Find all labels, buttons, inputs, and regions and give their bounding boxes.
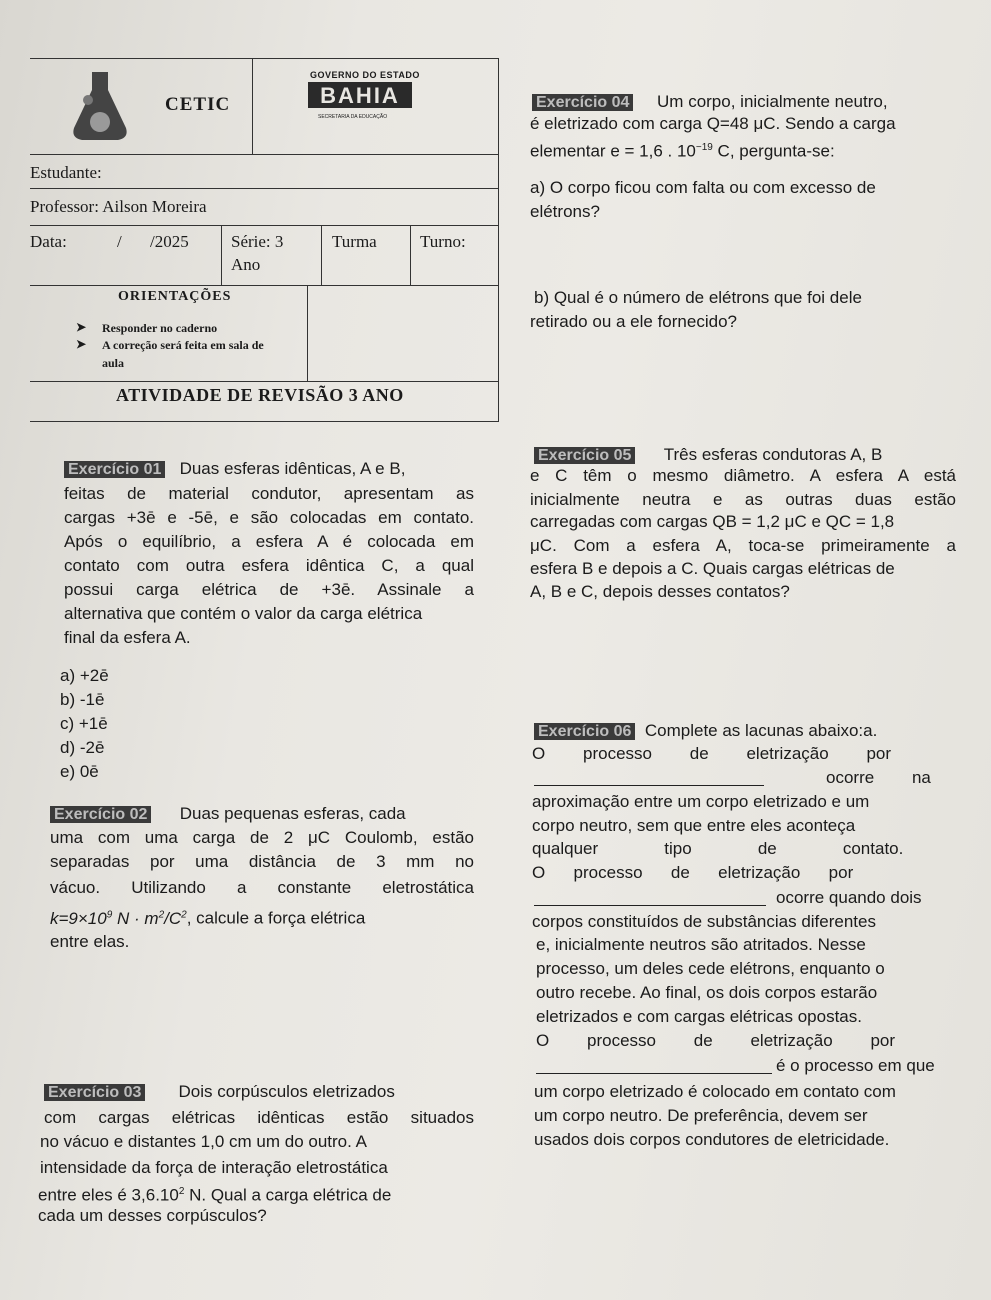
- ex02-line: uma com uma carga de 2 μC Coulomb, estão: [50, 828, 474, 847]
- ex03-line: [44, 1080, 395, 1105]
- ex06-line: O processo de eletrização por: [532, 744, 892, 763]
- ex01-line: feitas de material condutor, apresentam as: [64, 484, 474, 503]
- ex04-text: Um corpo, inicialmente neutro,: [657, 92, 888, 111]
- ex01-line: cargas +3ē e -5ē, e são colocadas em contato.: [64, 508, 474, 527]
- ex04-line3-exp: −19: [695, 142, 713, 153]
- ex01-option: c) +1ē: [60, 714, 108, 733]
- ex05-line: esfera B e depois a C. Quais cargas elétricas de: [530, 559, 895, 578]
- ex06-line: eletrizados e com cargas elétricas opostas.: [536, 1007, 862, 1026]
- ex01-line: Após o equilíbrio, a esfera A é colocada em: [64, 532, 474, 551]
- divider: [30, 381, 498, 382]
- ex06-line: processo, um deles cede elétrons, enquanto o: [536, 959, 885, 978]
- ex01-line: final da esfera A.: [64, 628, 191, 647]
- ex01-line: possui carga elétrica de +3ē. Assinale a: [64, 580, 474, 599]
- ex01-option: e) 0ē: [60, 762, 99, 781]
- ex03-tag: Exercício 03: [44, 1084, 145, 1101]
- ex01-text: Duas esferas idênticas, A e B,: [179, 459, 406, 478]
- ex03-line: no vácuo e distantes 1,0 cm um do outro. A: [40, 1132, 367, 1151]
- ex06-line: O processo de eletrização por: [536, 1031, 896, 1050]
- ex06-intro: Complete as lacunas abaixo:a.: [644, 721, 878, 740]
- ex02-formula-end-exp: 2: [181, 909, 187, 920]
- blank-line: [534, 905, 766, 906]
- orientacao-item: A correção será feita em sala de: [102, 338, 264, 352]
- ex05-line: inicialmente neutra e as outras duas estão: [530, 490, 956, 509]
- ex03-line5-exp: 2: [178, 1186, 185, 1197]
- ex04-qa: elétrons?: [530, 202, 600, 221]
- blank-line: [536, 1073, 772, 1074]
- activity-title: ATIVIDADE DE REVISÃO 3 ANO: [116, 385, 404, 405]
- ex02-line: entre elas.: [50, 932, 130, 951]
- ex01-option: a) +2ē: [60, 666, 109, 685]
- ex05-line: A, B e C, depois desses contatos?: [530, 582, 790, 601]
- student-label: Estudante:: [30, 163, 102, 182]
- ex06-line: corpos constituídos de substâncias diferentes: [532, 912, 876, 931]
- ex06-line: corpo neutro, sem que entre eles aconteça: [532, 816, 856, 835]
- ex03-line: cada um desses corpúsculos?: [38, 1206, 267, 1225]
- serie-ano: Ano: [231, 255, 261, 274]
- ex02-line: separadas por uma distância de 3 mm no: [50, 852, 474, 871]
- ex06-line: outro recebe. Ao final, os dois corpos estarão: [536, 983, 878, 1002]
- ex01-line: alternativa que contém o valor da carga elétrica: [64, 604, 423, 623]
- ex01-line: [64, 457, 405, 482]
- ex01-option: b) -1ē: [60, 690, 105, 709]
- divider: [410, 225, 411, 285]
- ex03-line5-a: entre eles é 3,6.10: [38, 1185, 179, 1205]
- ex02-after-formula: , calcule a força elétrica: [186, 908, 366, 928]
- ex04-tag: Exercício 04: [532, 94, 633, 111]
- serie-label: Série: 3: [231, 232, 284, 251]
- school-name: CETIC: [165, 94, 231, 115]
- ex03-line5-b: N. Qual a carga elétrica de: [184, 1185, 392, 1205]
- ex06-line: usados dois corpos condutores de eletricidade.: [534, 1130, 890, 1149]
- ex02-formula-unit: N · m: [112, 908, 159, 928]
- divider: [30, 154, 498, 155]
- ex06-line: ocorre na: [826, 768, 931, 787]
- ex06-line: é o processo em que: [776, 1056, 935, 1075]
- ex02-text: Duas pequenas esferas, cada: [179, 804, 406, 823]
- bullet-icon: ➤: [76, 337, 87, 351]
- divider: [221, 225, 222, 285]
- ex04-line: é eletrizado com carga Q=48 μC. Sendo a carga: [530, 114, 896, 133]
- ex02-formula-exp: 9: [106, 909, 113, 920]
- ex03-line: com cargas elétricas idênticas estão situados: [44, 1108, 474, 1127]
- ex04-line3-b: C, pergunta-se:: [712, 141, 835, 161]
- ex04-line3: [530, 136, 835, 164]
- ex01-option: d) -2ē: [60, 738, 105, 757]
- ex06-line: um corpo eletrizado é colocado em contato com: [534, 1082, 896, 1101]
- date-slash: /: [117, 232, 122, 251]
- ex06-line: e, inicialmente neutros são atritados. Nesse: [536, 935, 866, 954]
- ex04-qa: a) O corpo ficou com falta ou com excesso de: [530, 178, 876, 197]
- ex01-tag: Exercício 01: [64, 461, 165, 478]
- gov-title: GOVERNO DO ESTADO: [310, 70, 420, 80]
- ex06-line: ocorre quando dois: [776, 888, 922, 907]
- ex05-text: Três esferas condutoras A, B: [663, 445, 883, 464]
- ex05-tag: Exercício 05: [534, 447, 635, 464]
- ex02-formula-unit-exp: 2: [158, 909, 165, 920]
- divider: [30, 225, 498, 226]
- ex02-tag: Exercício 02: [50, 806, 151, 823]
- teacher: Professor: Ailson Moreira: [30, 197, 207, 216]
- ex05-line: μC. Com a esfera A, toca-se primeiramente a: [530, 536, 956, 555]
- turno-label: Turno:: [420, 232, 466, 251]
- divider: [321, 225, 322, 285]
- ex02-line: [50, 802, 406, 827]
- divider: [30, 188, 498, 189]
- svg-text:BAHIA: BAHIA: [320, 83, 400, 108]
- divider: [252, 58, 253, 154]
- ex06-line: um corpo neutro. De preferência, devem ser: [534, 1106, 868, 1125]
- ex06-line: O processo de eletrização por: [532, 863, 854, 882]
- orientacoes-title: ORIENTAÇÕES: [118, 289, 232, 304]
- bullet-icon: ➤: [76, 320, 87, 334]
- date-label: Data:: [30, 232, 67, 251]
- secretaria: SECRETARIA DA EDUCAÇÃO: [318, 114, 388, 120]
- ex02-formula-line: [50, 903, 365, 931]
- blank-line: [534, 785, 764, 786]
- orientacao-item: Responder no caderno: [102, 321, 218, 335]
- flask-logo-icon: [60, 66, 140, 146]
- turma-label: Turma: [332, 232, 377, 251]
- ex04-qb: retirado ou a ele fornecido?: [530, 312, 737, 331]
- ex06-line: aproximação entre um corpo eletrizado e um: [532, 792, 870, 811]
- ex06-line: qualquer tipo de contato.: [532, 839, 904, 858]
- ex02-formula-end: /C: [164, 908, 182, 928]
- ex04-line3-a: elementar e = 1,6 . 10: [530, 141, 696, 161]
- ex06-line: [534, 719, 877, 744]
- ex01-line: contato com outra esfera idêntica C, a qual: [64, 556, 474, 575]
- ex03-text: Dois corpúsculos eletrizados: [178, 1082, 395, 1101]
- ex02-line: vácuo. Utilizando a constante eletrostática: [50, 878, 474, 897]
- date-year: /2025: [150, 232, 189, 251]
- ex05-line: e C têm o mesmo diâmetro. A esfera A está: [530, 466, 956, 485]
- divider: [30, 285, 498, 286]
- ex06-tag: Exercício 06: [534, 723, 635, 740]
- ex03-line: intensidade da força de interação eletrostática: [40, 1158, 388, 1177]
- divider: [307, 285, 308, 381]
- ex02-formula: k=9×10: [50, 908, 107, 928]
- orientacao-item: aula: [102, 356, 125, 370]
- bahia-logo: [308, 82, 412, 108]
- ex05-line: carregadas com cargas QB = 1,2 μC e QC = 1,8: [530, 512, 895, 531]
- ex04-qb: b) Qual é o número de elétrons que foi dele: [534, 288, 862, 307]
